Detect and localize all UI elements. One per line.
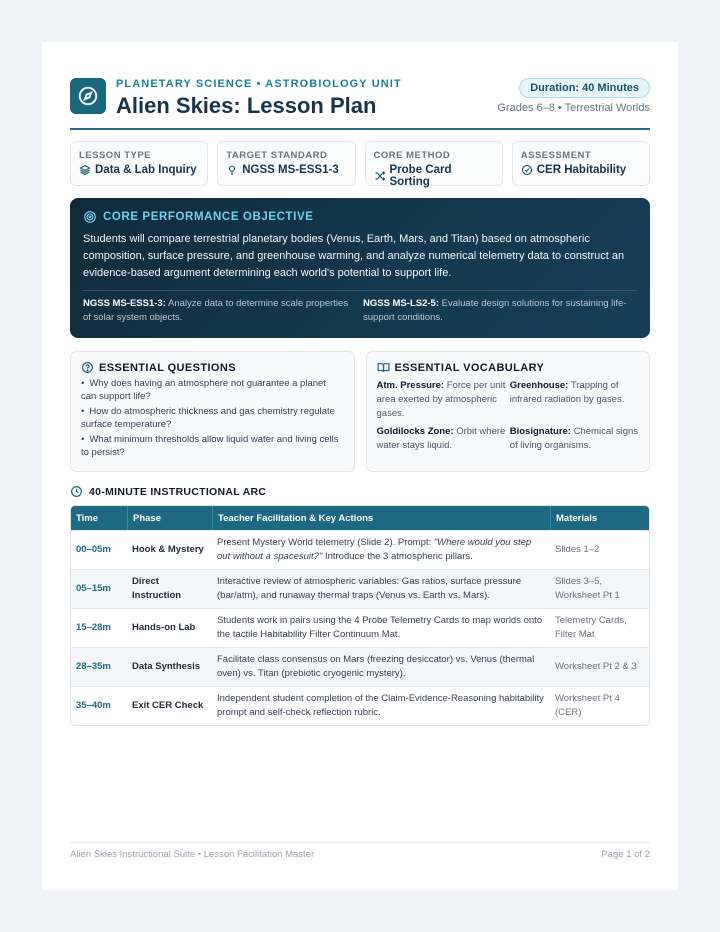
phase-cell: Hands-on Lab (127, 608, 212, 647)
meta-label: ASSESSMENT (520, 150, 592, 161)
objective-header (83, 210, 637, 224)
standard-code: NGSS MS-ESS1-3: (83, 298, 166, 309)
layers-icon (79, 164, 91, 176)
standard-text: Evaluate design solutions for sustaining life-support conditions. (363, 298, 627, 323)
panel-heading: ESSENTIAL VOCABULARY (394, 361, 545, 374)
page-header (70, 76, 650, 128)
phase-cell: Exit CER Check (127, 686, 212, 725)
standard-text: Analyze data to determine scale properties of solar system objects. (83, 298, 349, 323)
book-open-icon (377, 361, 390, 374)
table-header-row (71, 506, 649, 530)
compass-icon (70, 78, 106, 114)
arc-heading: 40-MINUTE INSTRUCTIONAL ARC (89, 485, 267, 498)
meta-value: CER Habitability (536, 164, 627, 176)
standard-item (83, 297, 357, 325)
table-row (71, 647, 649, 686)
questions-list (81, 378, 344, 459)
meta-card-core-method (365, 141, 503, 186)
meta-value-row (521, 164, 641, 176)
meta-value-row (374, 164, 494, 188)
header-divider (70, 128, 650, 130)
list-item: • Why does having an atmosphere not guarantee a planet can support life? (81, 378, 344, 403)
materials-cell: Telemetry Cards, Filter Mat (550, 608, 649, 647)
time-cell: 35–40m (71, 686, 127, 725)
meta-cards (70, 141, 650, 186)
location-pin-icon (226, 164, 238, 176)
grades-label: Grades 6–8 • Terrestrial Worlds (497, 102, 650, 114)
meta-value: NGSS MS-ESS1-3 (242, 164, 339, 176)
column-header: Time (71, 506, 127, 530)
page-footer (70, 842, 650, 860)
essential-questions-panel (70, 351, 355, 472)
meta-value-row (79, 164, 199, 176)
panel-header (377, 361, 640, 374)
vocab-item (510, 425, 639, 453)
column-header: Teacher Facilitation & Key Actions (212, 506, 550, 530)
materials-cell: Slides 3–5, Worksheet Pt 1 (550, 569, 649, 608)
objective-standards (83, 297, 637, 325)
vocab-def: Orbit where water stays liquid. (376, 426, 506, 451)
essential-vocabulary-panel (366, 351, 651, 472)
materials-cell: Slides 1–2 (550, 530, 649, 569)
arc-header (70, 485, 650, 498)
phase-cell: Hook & Mystery (127, 530, 212, 569)
actions-cell: Independent student completion of the Claim-Evidence-Reasoning habitability prompt and self-check reflection rubric. (212, 686, 550, 725)
phase-cell: Direct Instruction (127, 569, 212, 608)
vocab-term: Atm. Pressure: (376, 380, 445, 391)
meta-label: TARGET STANDARD (226, 150, 328, 161)
actions-quote: "Where would you step out without a spacesuit?" (217, 537, 532, 562)
vocab-term: Biosignature: (509, 426, 571, 437)
objective-heading: CORE PERFORMANCE OBJECTIVE (103, 211, 314, 223)
actions-cell: Interactive review of atmospheric variables: Gas ratios, surface pressure (bar/atm), and runaway thermal traps (Venus vs. Earth vs. Mars). (212, 569, 550, 608)
vocab-item (510, 379, 639, 421)
vocab-item (377, 379, 506, 421)
standard-code: NGSS MS-LS2-5: (363, 298, 440, 309)
table-row (71, 569, 649, 608)
lesson-page (42, 42, 678, 890)
meta-label: CORE METHOD (373, 150, 451, 161)
actions-cell: Students work in pairs using the 4 Probe Telemetry Cards to map worlds onto the tactile Habitability Filter Continuum Mat. (212, 608, 550, 647)
vocab-term: Goldilocks Zone: (376, 426, 454, 437)
meta-label: LESSON TYPE (79, 150, 152, 161)
footer-title: Alien Skies Instructional Suite • Lesson Facilitation Master (70, 849, 315, 860)
page-number: Page 1 of 2 (601, 849, 650, 860)
vocab-def: Chemical signs of living organisms. (509, 426, 639, 451)
objective-panel (70, 198, 650, 338)
panel-header (81, 361, 344, 374)
objective-text: Students will compare terrestrial planetary bodies (Venus, Earth, Mars, and Titan) based on atmospheric composition, surface pressure, and greenhouse warming, and analyze numerical telemetry data to construct an evidence-based argument determining each world's potential to support life. (83, 233, 625, 279)
table-row (71, 608, 649, 647)
page-content (70, 76, 650, 726)
time-cell: 00–05m (71, 530, 127, 569)
vocab-def: Trapping of infrared radiation by gases. (509, 380, 625, 405)
time-cell: 28–35m (71, 647, 127, 686)
materials-cell: Worksheet Pt 4 (CER) (550, 686, 649, 725)
meta-card-target-standard (217, 141, 355, 186)
panel-heading: ESSENTIAL QUESTIONS (99, 361, 236, 374)
table-row (71, 686, 649, 725)
column-header: Materials (550, 506, 649, 530)
unit-eyebrow: PLANETARY SCIENCE • ASTROBIOLOGY UNIT (116, 78, 402, 90)
phase-cell: Data Synthesis (127, 647, 212, 686)
meta-value: Probe Card Sorting (389, 164, 452, 188)
vocab-grid (377, 379, 640, 453)
clock-icon (70, 485, 83, 498)
time-cell: 05–15m (71, 569, 127, 608)
list-item: • What minimum thresholds allow liquid water and living cells to persist? (81, 434, 344, 459)
duration-badge: Duration: 40 Minutes (519, 78, 650, 98)
meta-value-row (226, 164, 346, 176)
help-circle-icon (81, 361, 94, 374)
actions-cell (212, 530, 550, 569)
actions-text: Introduce the 3 atmospheric pillars. (322, 551, 473, 562)
instructional-arc-table (70, 505, 650, 726)
materials-cell: Worksheet Pt 2 & 3 (550, 647, 649, 686)
objective-divider (83, 290, 637, 291)
page-title: Alien Skies: Lesson Plan (116, 93, 377, 118)
questions-vocab-row (70, 351, 650, 472)
vocab-def: Force per unit area exerted by atmospheric gases. (376, 380, 506, 419)
check-circle-icon (521, 164, 533, 176)
table-row (71, 530, 649, 569)
list-item: • How do atmospheric thickness and gas chemistry regulate surface temperature? (81, 406, 344, 431)
meta-card-assessment (512, 141, 650, 186)
shuffle-icon (374, 170, 386, 182)
actions-text: Present Mystery World telemetry (Slide 2). Prompt: (217, 537, 434, 548)
column-header: Phase (127, 506, 212, 530)
time-cell: 15–28m (71, 608, 127, 647)
meta-value: Data & Lab Inquiry (95, 164, 197, 176)
vocab-term: Greenhouse: (509, 380, 569, 391)
target-icon (83, 210, 97, 224)
vocab-item (377, 425, 506, 453)
actions-cell: Facilitate class consensus on Mars (freezing desiccator) vs. Venus (thermal oven) vs. Titan (prebiotic cryogenic mystery). (212, 647, 550, 686)
standard-item (363, 297, 637, 325)
meta-card-lesson-type (70, 141, 208, 186)
